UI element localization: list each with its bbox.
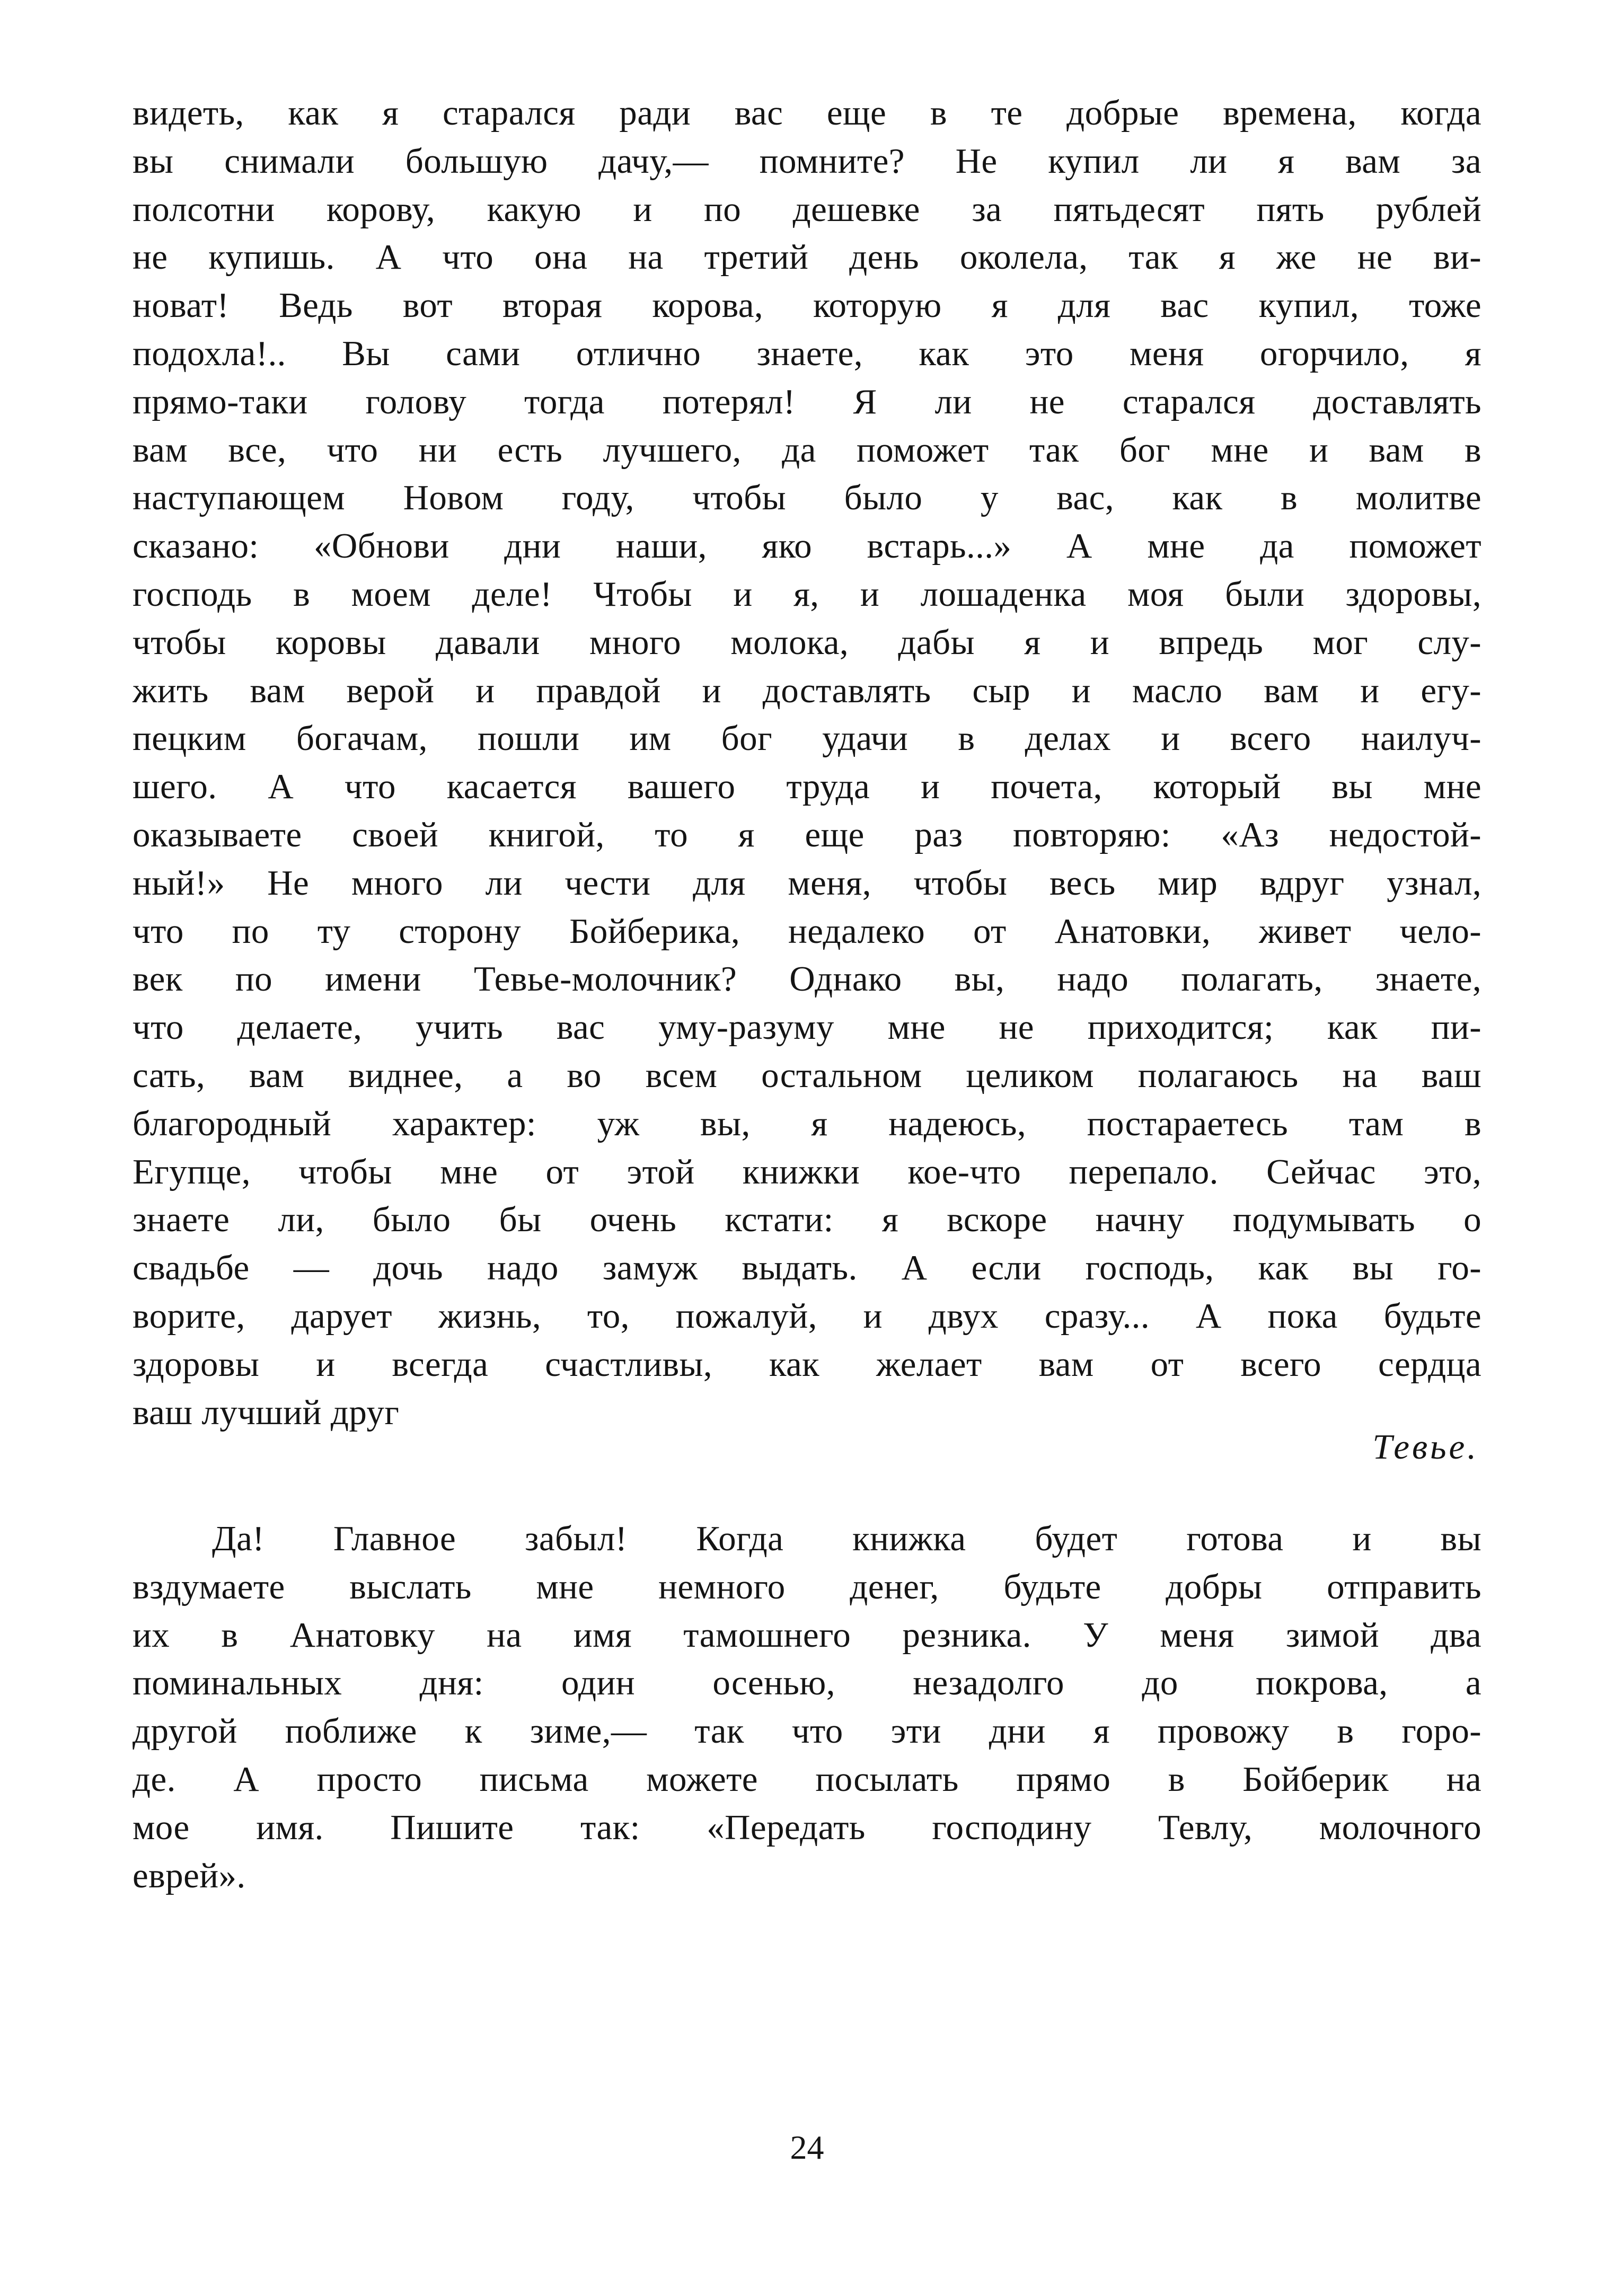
text-line: что делаете, учить вас уму-разуму мне не приходится; как пи- (133, 1008, 1481, 1047)
text-line: еврей». (133, 1856, 246, 1895)
text-line: сказано: «Обнови дни наши, яко встарь...» А мне да поможет (133, 526, 1481, 566)
text-line: ный!» Не много ли чести для меня, чтобы весь мир вдруг узнал, (133, 863, 1481, 903)
text-line: Егупце, чтобы мне от этой книжки кое-что перепало. Сейчас это, (133, 1152, 1481, 1191)
text-line: поминальных дня: один осенью, незадолго до покрова, а (133, 1663, 1481, 1703)
text-line: мое имя. Пишите так: «Передать господину Тевлу, молочного (133, 1807, 1481, 1847)
text-line: вам все, что ни есть лучшего, да поможет так бог мне и вам в (133, 430, 1481, 470)
text-line: наступающем Новом году, чтобы было у вас, как в молитве (133, 478, 1481, 518)
text-line: другой поближе к зиме,— так что эти дни я провожу в горо- (133, 1711, 1481, 1751)
text-line: благородный характер: уж вы, я надеюсь, постараетесь там в (133, 1103, 1481, 1143)
text-line: век по имени Тевье-молочник? Однако вы, надо полагать, знаете, (133, 959, 1481, 999)
text-line: полсотни корову, какую и по дешевке за пятьдесят пять рублей (133, 189, 1481, 229)
text-line: ваш лучший друг (133, 1392, 400, 1432)
text-line: пецким богачам, пошли им бог удачи в делах и всего наилуч- (133, 719, 1481, 758)
text-line: ворите, дарует жизнь, то, пожалуй, и двух сразу... А пока будьте (133, 1296, 1481, 1336)
text-line: вы снимали большую дачу,— помните? Не купил ли я вам за (133, 141, 1481, 181)
text-line: свадьбе — дочь надо замуж выдать. А если господь, как вы го- (133, 1248, 1481, 1288)
text-line: оказываете своей книгой, то я еще раз повторяю: «Аз недостой- (133, 815, 1481, 854)
letter-body (133, 89, 1481, 1436)
postscript (133, 1515, 1481, 1900)
text-line: не купишь. А что она на третий день околела, так я же не ви- (133, 237, 1481, 277)
text-line: новат! Ведь вот вторая корова, которую я для вас купил, тоже (133, 286, 1481, 325)
text-line: сать, вам виднее, а во всем остальном целиком полагаюсь на ваш (133, 1055, 1481, 1095)
page-number: 24 (790, 2129, 824, 2166)
text-line: шего. А что касается вашего труда и почета, который вы мне (133, 767, 1481, 807)
text-line: жить вам верой и правдой и доставлять сыр и масло вам и егу- (133, 670, 1481, 710)
text-line: прямо-таки голову тогда потерял! Я ли не старался доставлять (133, 382, 1481, 421)
text-line: господь в моем деле! Чтобы и я, и лошаденка моя были здоровы, (133, 574, 1481, 614)
text-line: чтобы коровы давали много молока, дабы я и впредь мог слу- (133, 622, 1481, 662)
text-line: что по ту сторону Бойберика, недалеко от Анатовки, живет чело- (133, 911, 1481, 951)
text-line: их в Анатовку на имя тамошнего резника. У меня зимой два (133, 1615, 1481, 1655)
text-line: подохла!.. Вы сами отлично знаете, как это меня огорчило, я (133, 333, 1481, 373)
text-line: Да! Главное забыл! Когда книжка будет готова и вы (212, 1519, 1481, 1558)
text-line: видеть, как я старался ради вас еще в те добрые времена, когда (133, 93, 1481, 133)
text-line: здоровы и всегда счастливы, как желает вам от всего сердца (133, 1344, 1481, 1384)
text-line: де. А просто письма можете посылать прямо в Бойберик на (133, 1759, 1481, 1799)
signature: Тевье. (1372, 1427, 1479, 1467)
text-line: вздумаете выслать мне немного денег, будьте добры отправить (133, 1567, 1481, 1606)
text-line: знаете ли, было бы очень кстати: я вскоре начну подумывать о (133, 1200, 1481, 1240)
